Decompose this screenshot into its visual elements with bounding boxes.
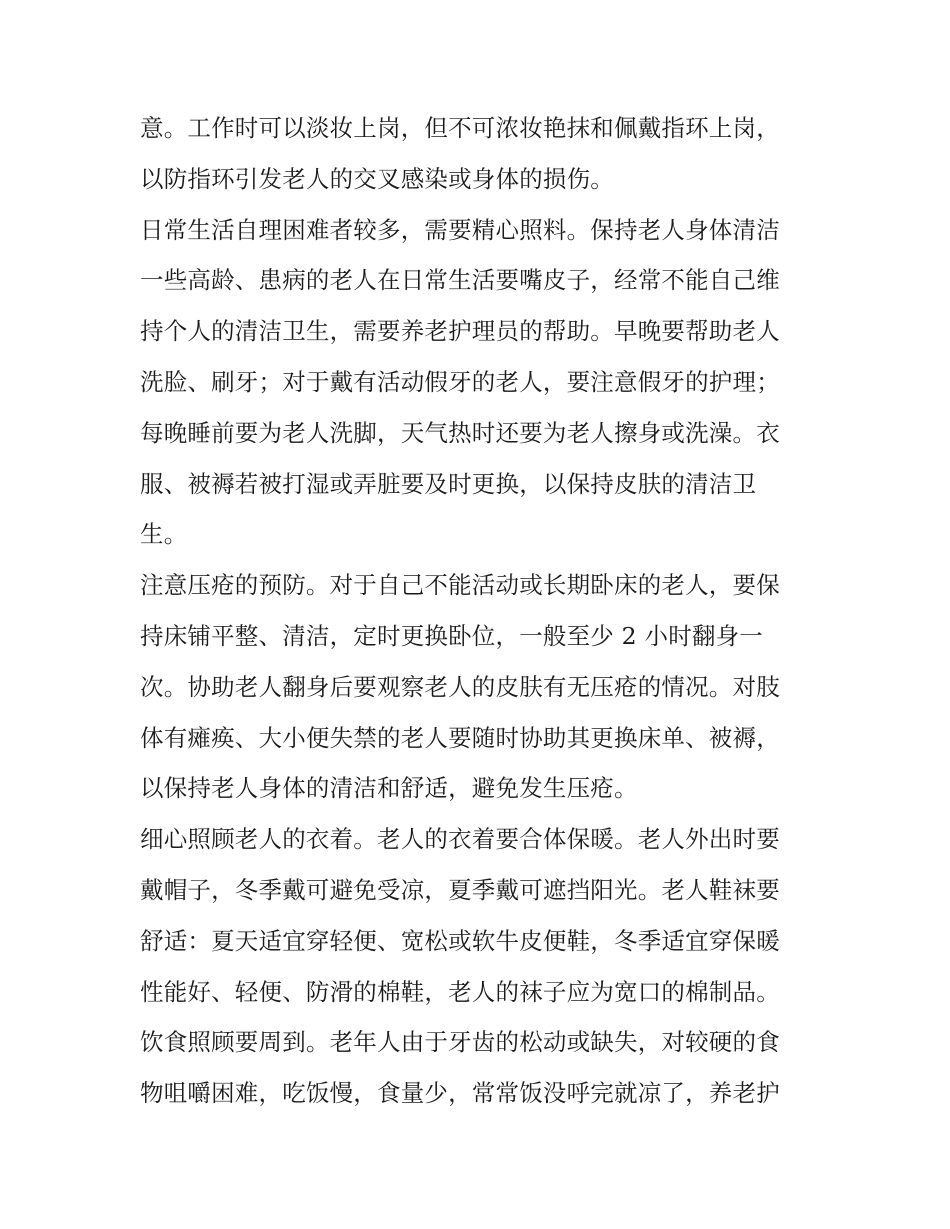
text-line: 生。 [140, 520, 188, 549]
text-line: 洗脸、刷牙；对于戴有活动假牙的老人，要注意假牙的护理； [140, 367, 780, 396]
text-line: 一些高龄、患病的老人在日常生活要嘴皮子，经常不能自己维 [140, 266, 780, 295]
text-line: 性能好、轻便、防滑的棉鞋，老人的袜子应为宽口的棉制品。 [140, 977, 780, 1006]
text-line: 细心照顾老人的衣着。老人的衣着要合体保暖。老人外出时要 [140, 825, 780, 854]
text-line: 饮食照顾要周到。老年人由于牙齿的松动或缺失，对较硬的食 [140, 1028, 780, 1057]
text-line: 意。工作时可以淡妆上岗，但不可浓妆艳抹和佩戴指环上岗， [140, 114, 780, 142]
text-line: 注意压疮的预防。对于自己不能活动或长期卧床的老人，要保 [140, 571, 780, 600]
body-text [140, 103, 815, 1119]
text-line: 以保持老人身体的清洁和舒适，避免发生压疮。 [140, 774, 638, 803]
text-line: 服、被褥若被打湿或弄脏要及时更换，以保持皮肤的清洁卫 [140, 469, 757, 498]
text-line: 戴帽子，冬季戴可避免受凉，夏季戴可遮挡阳光。老人鞋袜要 [140, 875, 780, 904]
text-line: 持床铺平整、清洁，定时更换卧位，一般至少 2 小时翻身一 [140, 621, 763, 650]
text-line: 物咀嚼困难，吃饭慢，食量少，常常饭没呼完就凉了，养老护 [140, 1079, 780, 1108]
text-line: 每晚睡前要为老人洗脚，天气热时还要为老人擦身或洗澡。衣 [140, 418, 780, 447]
text-line: 舒适：夏天适宜穿轻便、宽松或软牛皮便鞋，冬季适宜穿保暖 [140, 926, 780, 955]
text-line: 日常生活自理困难者较多，需要精心照料。保持老人身体清洁 [140, 215, 780, 244]
text-line: 次。协助老人翻身后要观察老人的皮肤有无压疮的情况。对肢 [140, 672, 780, 701]
text-line: 体有瘫痪、大小便失禁的老人要随时协助其更换床单、被褥， [140, 723, 780, 752]
text-line: 持个人的清洁卫生，需要养老护理员的帮助。早晚要帮助老人 [140, 317, 780, 346]
text-line: 以防指环引发老人的交叉感染或身体的损伤。 [140, 164, 614, 193]
